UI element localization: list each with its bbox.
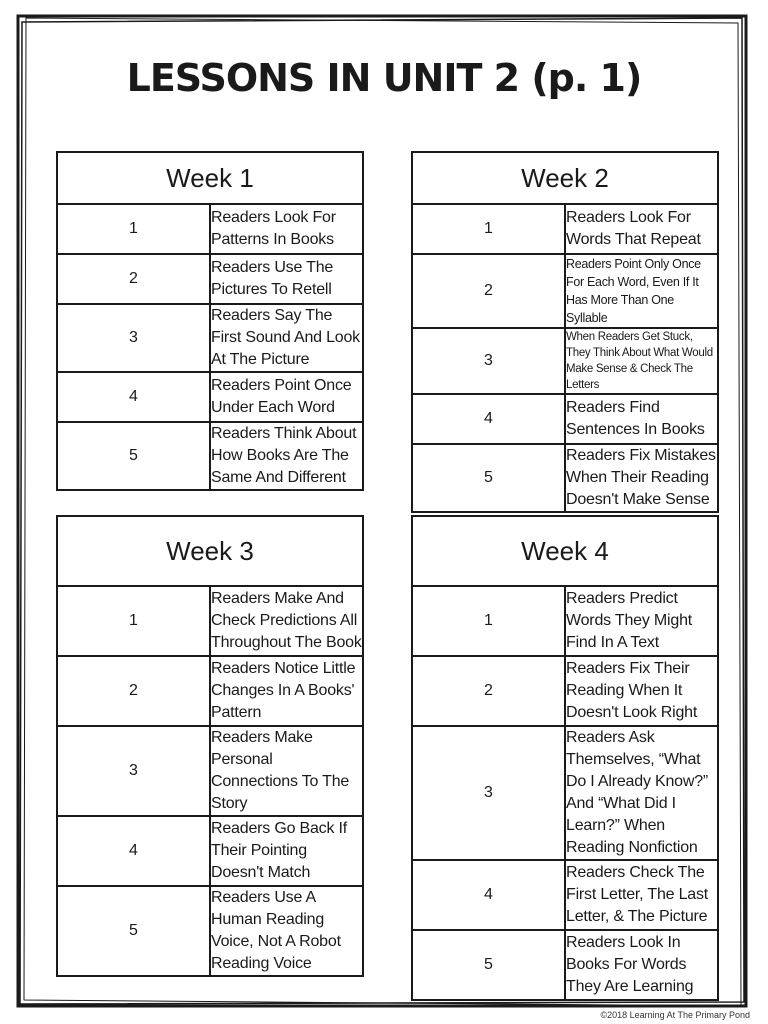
week-4-table	[411, 515, 719, 1001]
lesson-number: 4	[412, 394, 565, 444]
lesson-number: 4	[412, 860, 565, 930]
week-1-table	[56, 151, 364, 491]
lesson-number: 1	[57, 204, 210, 254]
week-header: Week 3	[57, 516, 363, 586]
table-row	[412, 254, 718, 328]
lesson-title: Readers Say The First Sound And Look At The Picture	[210, 304, 363, 372]
table-row	[57, 886, 363, 976]
lesson-title: Readers Use The Pictures To Retell	[210, 254, 363, 304]
lesson-number: 1	[412, 586, 565, 656]
lesson-number: 5	[412, 930, 565, 1000]
lesson-title: Readers Ask Themselves, “What Do I Already Know?” And “What Did I Learn?” When Reading Nonfiction	[565, 726, 718, 860]
lesson-title: Readers Fix Mistakes When Their Reading Doesn't Make Sense	[565, 444, 718, 512]
table-row	[412, 930, 718, 1000]
lesson-title: Readers Make And Check Predictions All Throughout The Book	[210, 586, 363, 656]
copyright-footer: ©2018 Learning At The Primary Pond	[600, 1010, 750, 1020]
table-row	[57, 726, 363, 816]
lesson-title: Readers Point Only Once For Each Word, Even If It Has More Than One Syllable	[565, 254, 718, 328]
lesson-title: Readers Predict Words They Might Find In A Text	[565, 586, 718, 656]
lesson-number: 4	[57, 816, 210, 886]
lesson-number: 1	[57, 586, 210, 656]
table-row	[412, 204, 718, 254]
week-2-table	[411, 151, 719, 513]
lesson-number: 5	[57, 886, 210, 976]
table-row	[412, 586, 718, 656]
table-row	[57, 372, 363, 422]
lesson-title: When Readers Get Stuck, They Think About What Would Make Sense & Check The Letters	[565, 328, 718, 394]
table-row	[57, 586, 363, 656]
page-title: LESSONS IN UNIT 2 (p. 1)	[126, 56, 642, 100]
lesson-title: Readers Look In Books For Words They Are Learning	[565, 930, 718, 1000]
lesson-number: 3	[412, 328, 565, 394]
table-row	[412, 726, 718, 860]
lesson-number: 5	[57, 422, 210, 490]
table-row	[412, 394, 718, 444]
lesson-number: 3	[57, 304, 210, 372]
table-row	[412, 328, 718, 394]
lesson-title: Readers Think About How Books Are The Same And Different	[210, 422, 363, 490]
lesson-number: 4	[57, 372, 210, 422]
table-row	[57, 422, 363, 490]
week-header: Week 2	[412, 152, 718, 204]
lesson-number: 1	[412, 204, 565, 254]
week-header: Week 1	[57, 152, 363, 204]
week-3-table	[56, 515, 364, 977]
lesson-title: Readers Go Back If Their Pointing Doesn't Match	[210, 816, 363, 886]
lesson-number: 2	[412, 254, 565, 328]
lesson-number: 3	[57, 726, 210, 816]
lesson-number: 2	[57, 656, 210, 726]
lesson-title: Readers Look For Patterns In Books	[210, 204, 363, 254]
lesson-title: Readers Notice Little Changes In A Books' Pattern	[210, 656, 363, 726]
table-row	[412, 444, 718, 512]
lesson-number: 5	[412, 444, 565, 512]
table-row	[57, 816, 363, 886]
lesson-title: Readers Make Personal Connections To The Story	[210, 726, 363, 816]
week-header: Week 4	[412, 516, 718, 586]
table-row	[57, 254, 363, 304]
table-row	[412, 656, 718, 726]
lesson-number: 2	[412, 656, 565, 726]
table-row	[57, 204, 363, 254]
lesson-number: 3	[412, 726, 565, 860]
lesson-title: Readers Use A Human Reading Voice, Not A Robot Reading Voice	[210, 886, 363, 976]
lesson-number: 2	[57, 254, 210, 304]
lesson-title: Readers Find Sentences In Books	[565, 394, 718, 444]
table-row	[57, 656, 363, 726]
lesson-title: Readers Look For Words That Repeat	[565, 204, 718, 254]
table-row	[412, 860, 718, 930]
lesson-title: Readers Point Once Under Each Word	[210, 372, 363, 422]
table-row	[57, 304, 363, 372]
lesson-title: Readers Check The First Letter, The Last Letter, & The Picture	[565, 860, 718, 930]
lesson-title: Readers Fix Their Reading When It Doesn't Look Right	[565, 656, 718, 726]
